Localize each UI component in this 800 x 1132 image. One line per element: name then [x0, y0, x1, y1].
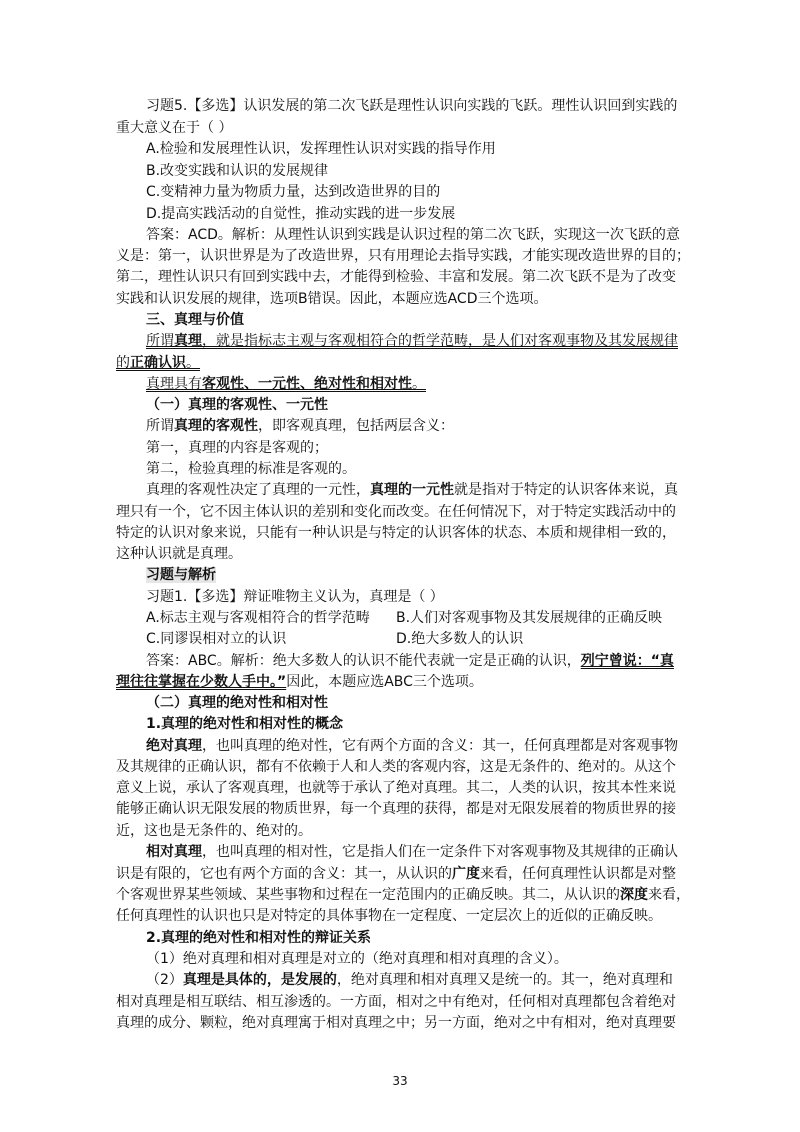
text-span: 来看，任何真理性认识都是对整 [480, 866, 676, 882]
exercise-question: 习题1.【多选】辩证唯物主义认为，真理是（ ） [146, 589, 444, 605]
objectivity-line [146, 416, 716, 436]
text-span: 。 [186, 355, 200, 371]
dialectic-point2-line: 真理的成分、颗粒，绝对真理寓于相对真理之中；另一方面，绝对之中有相对，绝对真理要 [116, 1015, 676, 1031]
uniqueness-line1 [146, 480, 716, 500]
text-span: 真理具有 [146, 376, 202, 392]
exercise-heading [146, 565, 716, 585]
absolute-truth-line: 及其规律的正确认识，都有不依赖于人和人类的客观内容，这是无条件的、绝对的。从这个 [116, 759, 676, 775]
objectivity-point: 第一，真理的内容是客观的； [146, 440, 328, 456]
truth-properties-line [146, 374, 716, 394]
text-span: ，绝对真理和相对真理又是统一的。其一，绝对真理和 [336, 972, 673, 988]
text-span: ，也叫真理的相对性，它是指人们在一定条件下对客观事物及其规律的正确认 [202, 844, 678, 860]
subsection-heading: （一）真理的客观性、一元性 [146, 397, 328, 413]
bold-term: 真理是具体的，是发展的 [182, 972, 337, 988]
dialectic-point1: （1）绝对真理和相对真理是对立的（绝对真理和相对真理的含义）。 [146, 951, 568, 967]
relative-truth-line4: 任何真理性的认识也只是对特定的具体事物在一定程度、一定层次上的近似的正确反映。 [116, 908, 662, 924]
text-span: ，也叫真理的绝对性，它有两个方面的含义：其一，任何真理都是对客观事物 [202, 738, 678, 754]
q5-line1: 习题5.【多选】认识发展的第二次飞跃是理性认识向实践的飞跃。理性认识回到实践的 [146, 98, 678, 114]
bold-term: 客观性、一元性、绝对性和相对性 [202, 376, 412, 392]
text-span: 答案：ABC。解析：绝大多数人的认识不能代表就一定是正确的认识， [146, 653, 581, 669]
truth-definition-line1 [146, 331, 716, 351]
text-span: ，就是指标志主观与客观相符合的哲学范畴，是人们对客观事物及其发展规律 [202, 333, 678, 349]
bold-term: 真理的客观性 [174, 418, 258, 434]
relative-truth-line1 [146, 842, 716, 862]
bold-term: 真理的一元性 [370, 482, 454, 498]
lenin-quote: 列宁曾说：“真 [580, 653, 674, 669]
q5-answer-line: 实践和认识发展的规律，选项B错误。因此，本题应选ACD三个选项。 [116, 291, 548, 307]
uniqueness-line: 特定的认识对象来说，只能有一种认识是与特定的认识客体的状态、本质和规律相一致的， [116, 525, 676, 541]
q5-answer-line: 答案：ACD。解析：从理性认识到实践是认识过程的第二次飞跃，实现这一次飞跃的意 [146, 227, 680, 243]
exercise-answer-line2 [116, 672, 686, 692]
text-span: （2） [146, 972, 183, 988]
text-span: 所谓 [146, 333, 174, 349]
dialectic-point2-line1 [146, 970, 716, 990]
exercise-answer-line1 [146, 651, 716, 671]
uniqueness-line: 理只有一个，它不因主体认识的差别和变化而改变。在任何情况下，对于特定实践活动中的 [116, 504, 676, 520]
bold-term: 广度 [452, 866, 480, 882]
q5-line2: 重大意义在于（ ） [116, 120, 233, 136]
q5-answer-line: 第二，理性认识只有回到实践中去，才能得到检验、丰富和发展。第二次飞跃不是为了改变 [116, 269, 676, 285]
option-d: D.绝大多数人的认识 [396, 631, 524, 647]
concept-heading: 1.真理的绝对性和相对性的概念 [146, 716, 344, 732]
text-span: 真理的客观性决定了真理的一元性， [146, 482, 370, 498]
text-span: 所谓 [146, 418, 174, 434]
bold-term: 绝对真理 [146, 738, 202, 754]
objectivity-point: 第二，检验真理的标准是客观的。 [146, 461, 356, 477]
option-a: A.标志主观与客观相符合的哲学范畴 [146, 610, 370, 626]
text-span: 的 [116, 355, 130, 371]
absolute-truth-line: 意义上说，承认了客观真理，也就等于承认了绝对真理。其二，人类的认识，按其本性来说 [116, 780, 676, 796]
lenin-quote: 理往往掌握在少数人手中。” [116, 674, 287, 690]
text-span: ，即客观真理，包括两层含义： [258, 418, 454, 434]
absolute-truth-line: 近，这也是无条件的、绝对的。 [116, 823, 312, 839]
absolute-truth-line: 能够正确认识无限发展的物质世界，每一个真理的获得，都是对无限发展着的物质世界的接 [116, 801, 676, 817]
option-b: B.人们对客观事物及其发展规律的正确反映 [396, 610, 663, 626]
text-span: 个客观世界某些领域、某些事物和过程在一定范围内的正确反映。其二，从认识的 [116, 887, 620, 903]
exercise-options-row2 [146, 629, 716, 649]
section-heading: 三、真理与价值 [146, 312, 244, 328]
bold-term: 相对真理 [146, 844, 202, 860]
subsection-heading: （二）真理的绝对性和相对性 [146, 695, 328, 711]
option-c: C.同谬误相对立的认识 [146, 631, 287, 647]
relative-truth-line3 [116, 885, 690, 905]
q5-option-b: B.改变实践和认识的发展规律 [146, 163, 329, 179]
text-span: 识是有限的，它也有两个方面的含义：其一，从认识的 [116, 866, 452, 882]
truth-definition-line2 [116, 353, 686, 373]
bold-term: 深度 [620, 887, 648, 903]
q5-option-c: C.变精神力量为物质力量，达到改造世界的目的 [146, 184, 441, 200]
bold-term: 正确认识 [130, 355, 186, 371]
highlighted-heading: 习题与解析 [146, 567, 216, 583]
text-span: 就是指对于特定的认识客体来说，真 [454, 482, 678, 498]
text-span: 。 [412, 376, 426, 392]
page-number: 33 [392, 1074, 408, 1088]
bold-term: 真理 [174, 333, 202, 349]
text-span: 来看， [648, 887, 690, 903]
absolute-truth-line1 [146, 736, 716, 756]
q5-answer-line: 义是：第一，认识世界是为了改造世界，只有用理论去指导实践，才能实现改造世界的目的； [116, 248, 690, 264]
relative-truth-line2 [116, 864, 686, 884]
exercise-options-row1 [146, 608, 716, 628]
text-span: 因此，本题应选ABC三个选项。 [286, 674, 483, 690]
q5-option-a: A.检验和发展理性认识，发挥理性认识对实践的指导作用 [146, 141, 496, 157]
q5-option-d: D.提高实践活动的自觉性，推动实践的进一步发展 [146, 206, 456, 222]
dialectic-point2-line: 相对真理是相互联结、相互渗透的。一方面，相对之中有绝对，任何相对真理都包含着绝对 [116, 994, 676, 1010]
uniqueness-line: 这种认识就是真理。 [116, 546, 242, 562]
dialectic-heading: 2.真理的绝对性和相对性的辩证关系 [146, 930, 372, 946]
